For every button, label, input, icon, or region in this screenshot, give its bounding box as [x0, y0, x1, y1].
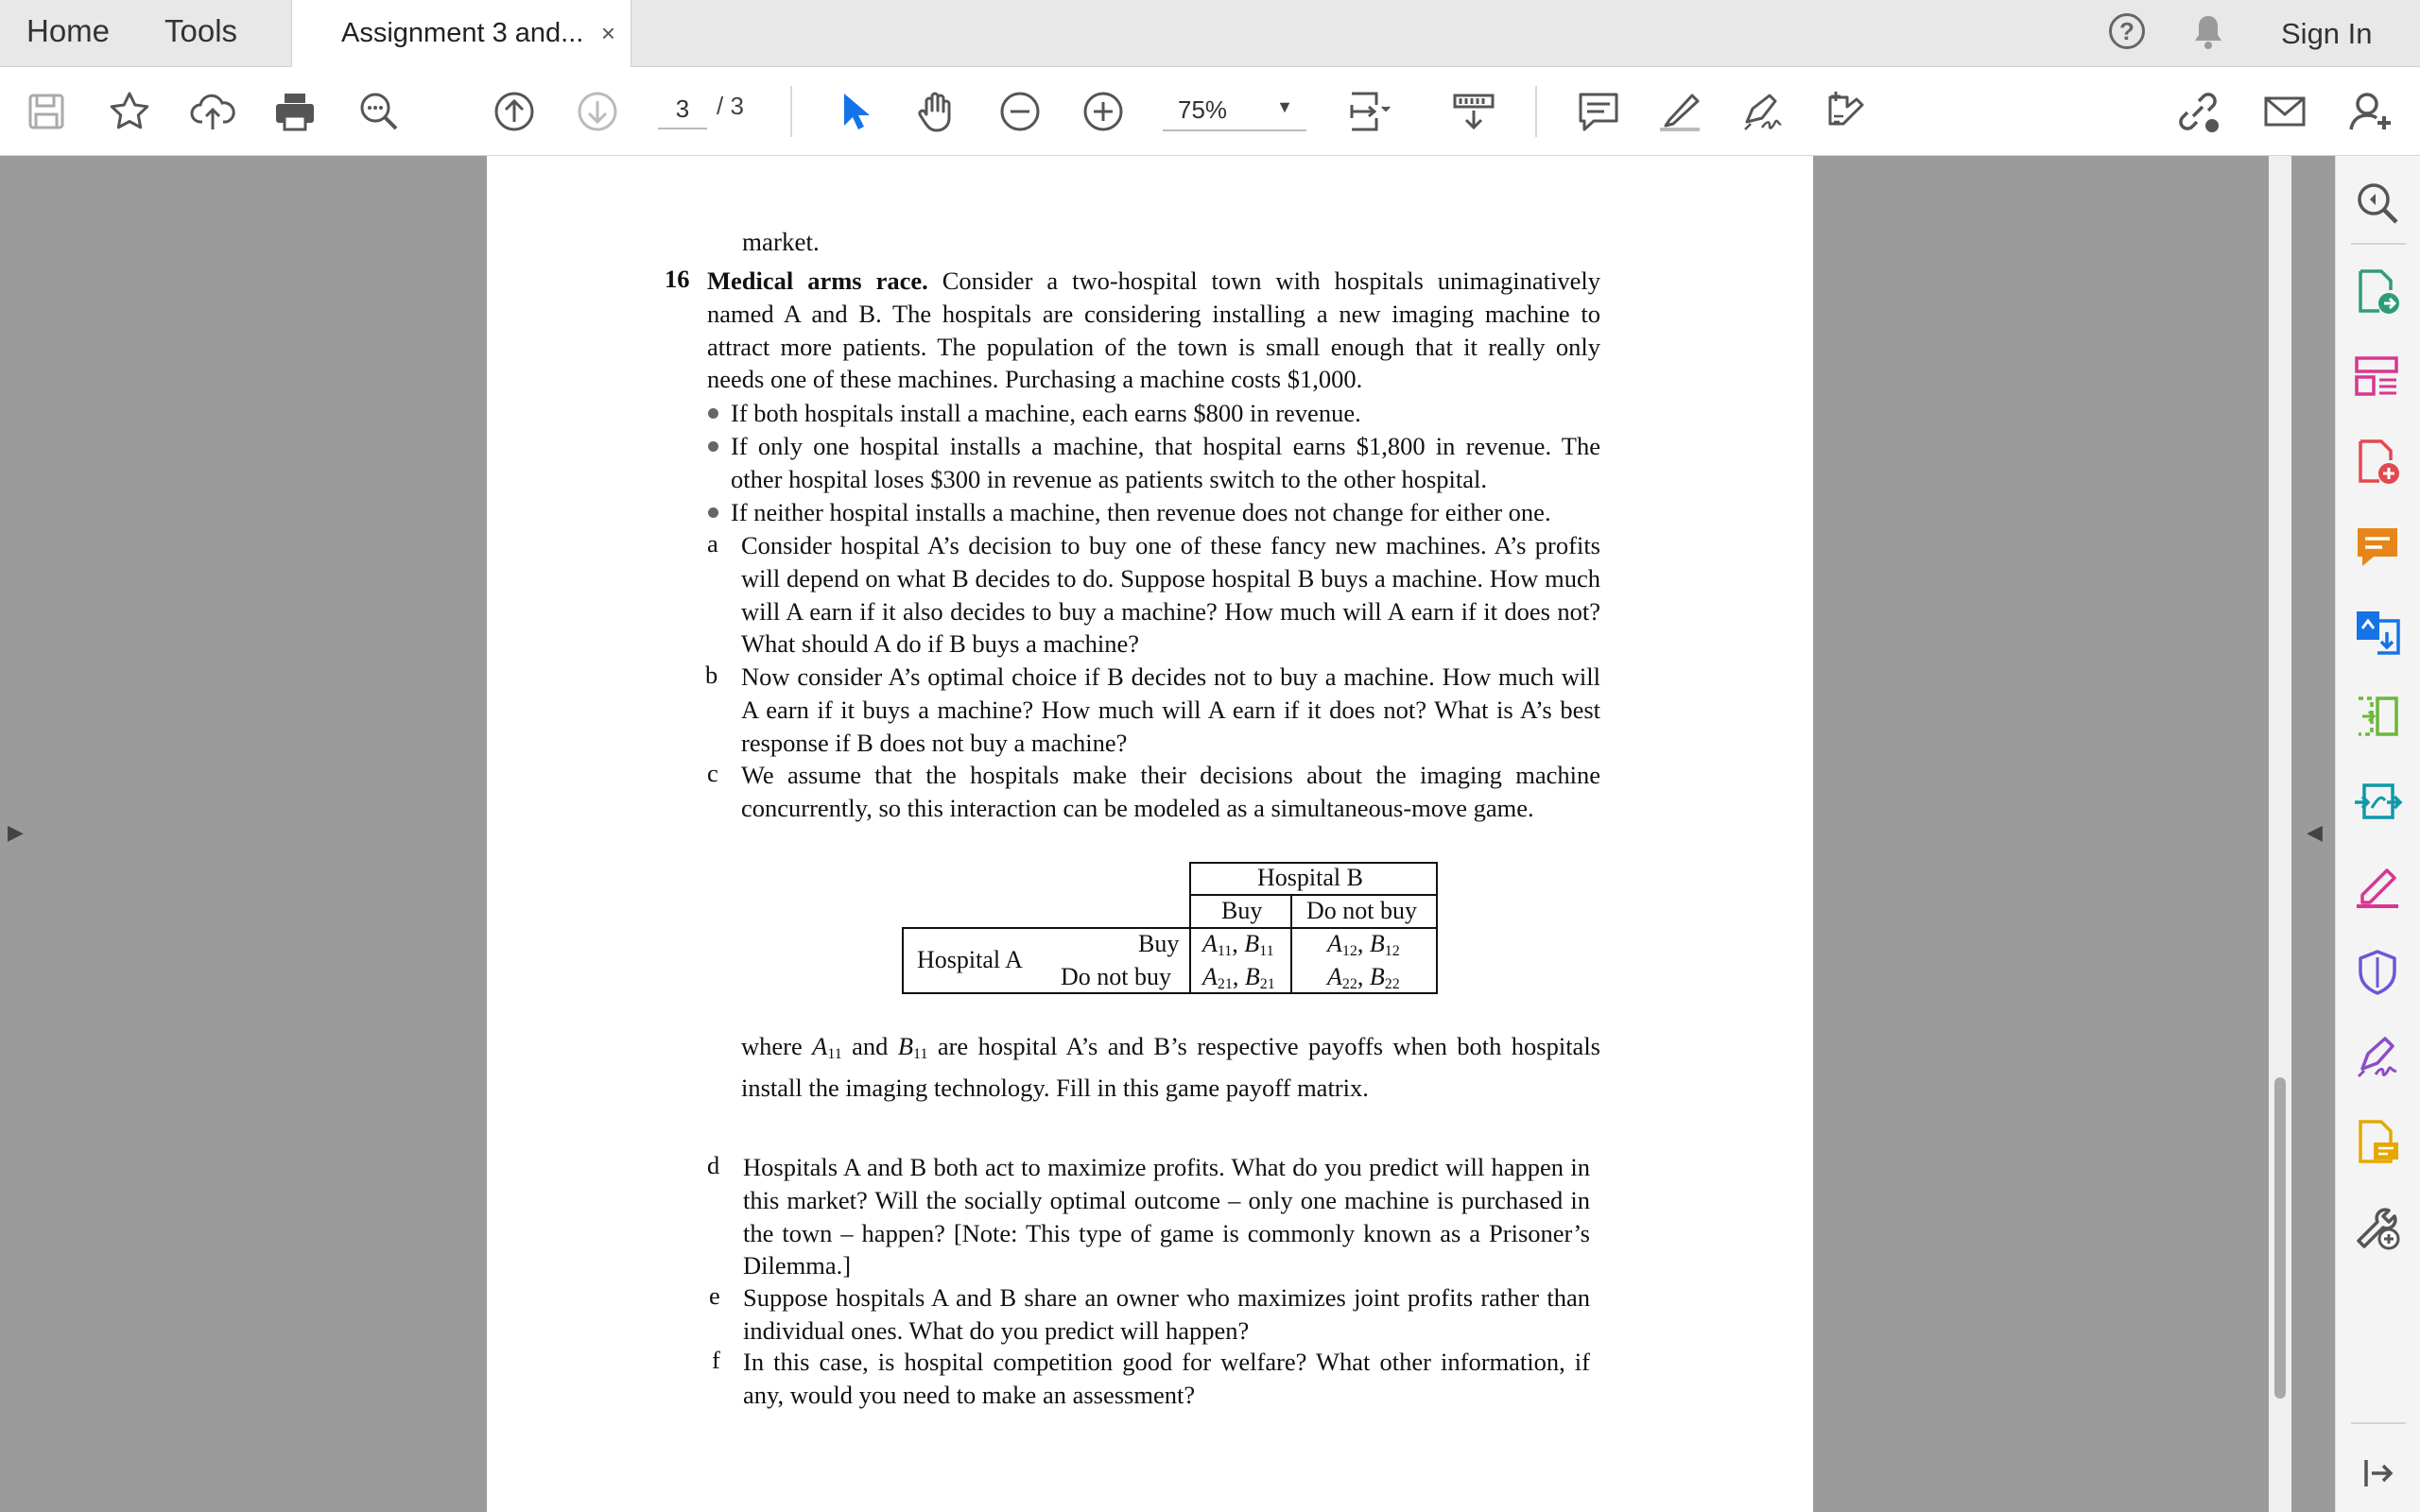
combine-files-icon[interactable] [2353, 608, 2402, 657]
edit-pdf-icon[interactable] [1821, 88, 1868, 135]
bullet-marker [708, 507, 718, 518]
part-b-text: Now consider A’s optimal choice if B decides not to buy a machine. How much will A earn if it buys a machine? How much will A earn if it does not? What is A’s best response if B does not buy a machine? [741, 662, 1600, 757]
comment-icon[interactable] [1575, 88, 1622, 135]
column-player-label: Hospital B [1257, 864, 1363, 891]
matrix-line [1189, 927, 1438, 929]
save-icon[interactable] [23, 88, 70, 135]
zoom-value: 75% [1178, 95, 1228, 124]
toolbar-divider [1535, 86, 1537, 137]
part-a-text: Consider hospital A’s decision to buy one of these fancy new machines. A’s profits will depend on what B decides to do. Suppose hospital B buys a machine. How much will A earn if it also decides to buy a machine? How much will A earn if it does not? What should A do if B buys a machine? [741, 531, 1600, 659]
page-total: / 3 [717, 92, 744, 120]
vertical-scrollbar[interactable] [2269, 156, 2291, 1512]
page-down-icon[interactable] [574, 88, 621, 135]
send-comments-icon[interactable] [2353, 1118, 2402, 1167]
matrix-cell: $A_{12}$, $B_{12}$ [1327, 930, 1400, 959]
scroll-mode-icon[interactable] [1450, 88, 1497, 135]
row-action-buy: Buy [1138, 930, 1180, 957]
page-up-icon[interactable] [491, 88, 538, 135]
print-icon[interactable] [271, 88, 319, 135]
matrix-line [1189, 894, 1438, 896]
matrix-cell: $A_{21}$, $B_{21}$ [1202, 963, 1275, 992]
main-toolbar [0, 67, 2420, 156]
right-panel-toggle-icon[interactable]: ◀ [2307, 820, 2323, 844]
sign-icon[interactable] [1737, 88, 1785, 135]
organize-pages-icon[interactable] [2353, 352, 2402, 402]
tab-home[interactable]: Home [26, 13, 111, 48]
convert-pdf-icon[interactable] [2353, 778, 2402, 827]
create-pdf-icon[interactable] [2353, 438, 2402, 487]
help-icon[interactable]: ? [2109, 13, 2145, 49]
email-icon[interactable] [2261, 88, 2308, 135]
part-label: e [709, 1281, 720, 1310]
part-c-text: We assume that the hospitals make their decisions about the imaging machine concurrently, so this interaction can be modeled as a simultaneous-move game. [741, 761, 1600, 822]
matrix-cell: $A_{22}$, $B_{22}$ [1327, 963, 1400, 992]
part-e-text: Suppose hospitals A and B share an owner who maximizes joint profits rather than individual ones. What do you predict will happen? [743, 1283, 1590, 1345]
zoom-panel-icon[interactable] [2353, 179, 2402, 228]
cut-off-text: market. [742, 228, 820, 256]
scrollbar-thumb[interactable] [2274, 1077, 2286, 1399]
share-link-icon[interactable] [2174, 88, 2221, 135]
upload-cloud-icon[interactable] [189, 88, 236, 135]
row-action-do-not-buy: Do not buy [1061, 963, 1171, 990]
column-action-buy: Buy [1221, 897, 1263, 924]
highlight-pen-icon[interactable] [1656, 88, 1703, 135]
part-f-text: In this case, is hospital competition good for welfare? What other information, if any, would you need to make an assessment? [743, 1348, 1590, 1409]
add-user-icon[interactable] [2346, 88, 2394, 135]
notification-bell-icon[interactable] [2191, 13, 2225, 56]
chevron-down-icon: ▼ [1276, 97, 1293, 116]
question-number: 16 [665, 265, 690, 293]
toolbar-divider [790, 86, 792, 137]
bookmark-star-icon[interactable] [106, 88, 153, 135]
panel-divider [2351, 243, 2406, 245]
tools-pane [2335, 156, 2420, 1512]
select-arrow-icon[interactable] [832, 88, 879, 135]
fit-page-icon[interactable] [1344, 88, 1392, 135]
part-d-text: Hospitals A and B both act to maximize profits. What do you predict will happen in this market? Will the socially optimal outcome – only one machine is purchased in the town – happen? [Note: This type of game is commonly known as a Prisoner’s Dilemma.] [743, 1153, 1590, 1280]
question-title: Medical arms race. [707, 266, 928, 295]
panel-divider [2351, 1422, 2406, 1424]
more-tools-icon[interactable] [2353, 1203, 2402, 1252]
part-label: c [707, 759, 718, 787]
bullet-item: If only one hospital installs a machine, that hospital earns $1,800 in revenue. The other hospital loses $300 in revenue as patients switch to the other hospital. [731, 432, 1600, 493]
zoom-out-icon[interactable] [996, 88, 1044, 135]
matrix-explanation: where $A_{11}$ and $B_{11}$ are hospital A’s and B’s respective payoffs when both hospitals install the imaging technology. Fill in this game payoff matrix. [741, 1032, 1600, 1102]
part-label: a [707, 529, 718, 558]
part-label: d [707, 1151, 720, 1179]
export-pdf-icon[interactable] [2353, 267, 2402, 317]
close-tab-icon[interactable]: × [600, 19, 615, 47]
search-zoom-icon[interactable] [355, 88, 403, 135]
bullet-marker [708, 441, 718, 452]
question-intro-text: Consider a two-hospital town with hospitals unimaginatively named A and B. The hospitals are considering installing a new imaging machine to attract more patients. The population of the town is small enough that it really only needs one of these machines. Purchasing a machine costs $1,000. [707, 266, 1600, 394]
document-tab-title: Assignment 3 and... [341, 18, 584, 48]
fill-sign-icon[interactable] [2353, 863, 2402, 912]
zoom-in-icon[interactable] [1080, 88, 1127, 135]
part-label: f [712, 1346, 720, 1374]
left-panel-toggle-icon[interactable]: ▶ [8, 820, 24, 844]
matrix-cell: $A_{11}$, $B_{11}$ [1202, 930, 1274, 959]
sign-in-link[interactable]: Sign In [2281, 17, 2373, 50]
bullet-item: If neither hospital installs a machine, then revenue does not change for either one. [731, 498, 1551, 526]
row-player-label: Hospital A [917, 946, 1023, 973]
collapse-panel-icon[interactable] [2353, 1449, 2402, 1498]
protect-icon[interactable] [2353, 948, 2402, 997]
compress-pdf-icon[interactable] [2353, 693, 2402, 742]
tab-document[interactable] [291, 0, 631, 67]
part-label: b [705, 661, 718, 689]
tab-tools[interactable]: Tools [164, 13, 238, 48]
request-signature-icon[interactable] [2353, 1033, 2402, 1082]
column-action-do-not-buy: Do not buy [1306, 897, 1417, 924]
matrix-line [1290, 894, 1292, 994]
bullet-item: If both hospitals install a machine, each earns $800 in revenue. [731, 399, 1361, 427]
comment-tool-icon[interactable] [2353, 523, 2402, 572]
question-intro [707, 265, 1600, 396]
zoom-select[interactable] [1163, 88, 1306, 131]
bullet-marker [708, 408, 718, 419]
hand-icon[interactable] [913, 88, 960, 135]
page-number-input[interactable]: 3 [658, 90, 707, 129]
tab-bar [0, 0, 2420, 67]
